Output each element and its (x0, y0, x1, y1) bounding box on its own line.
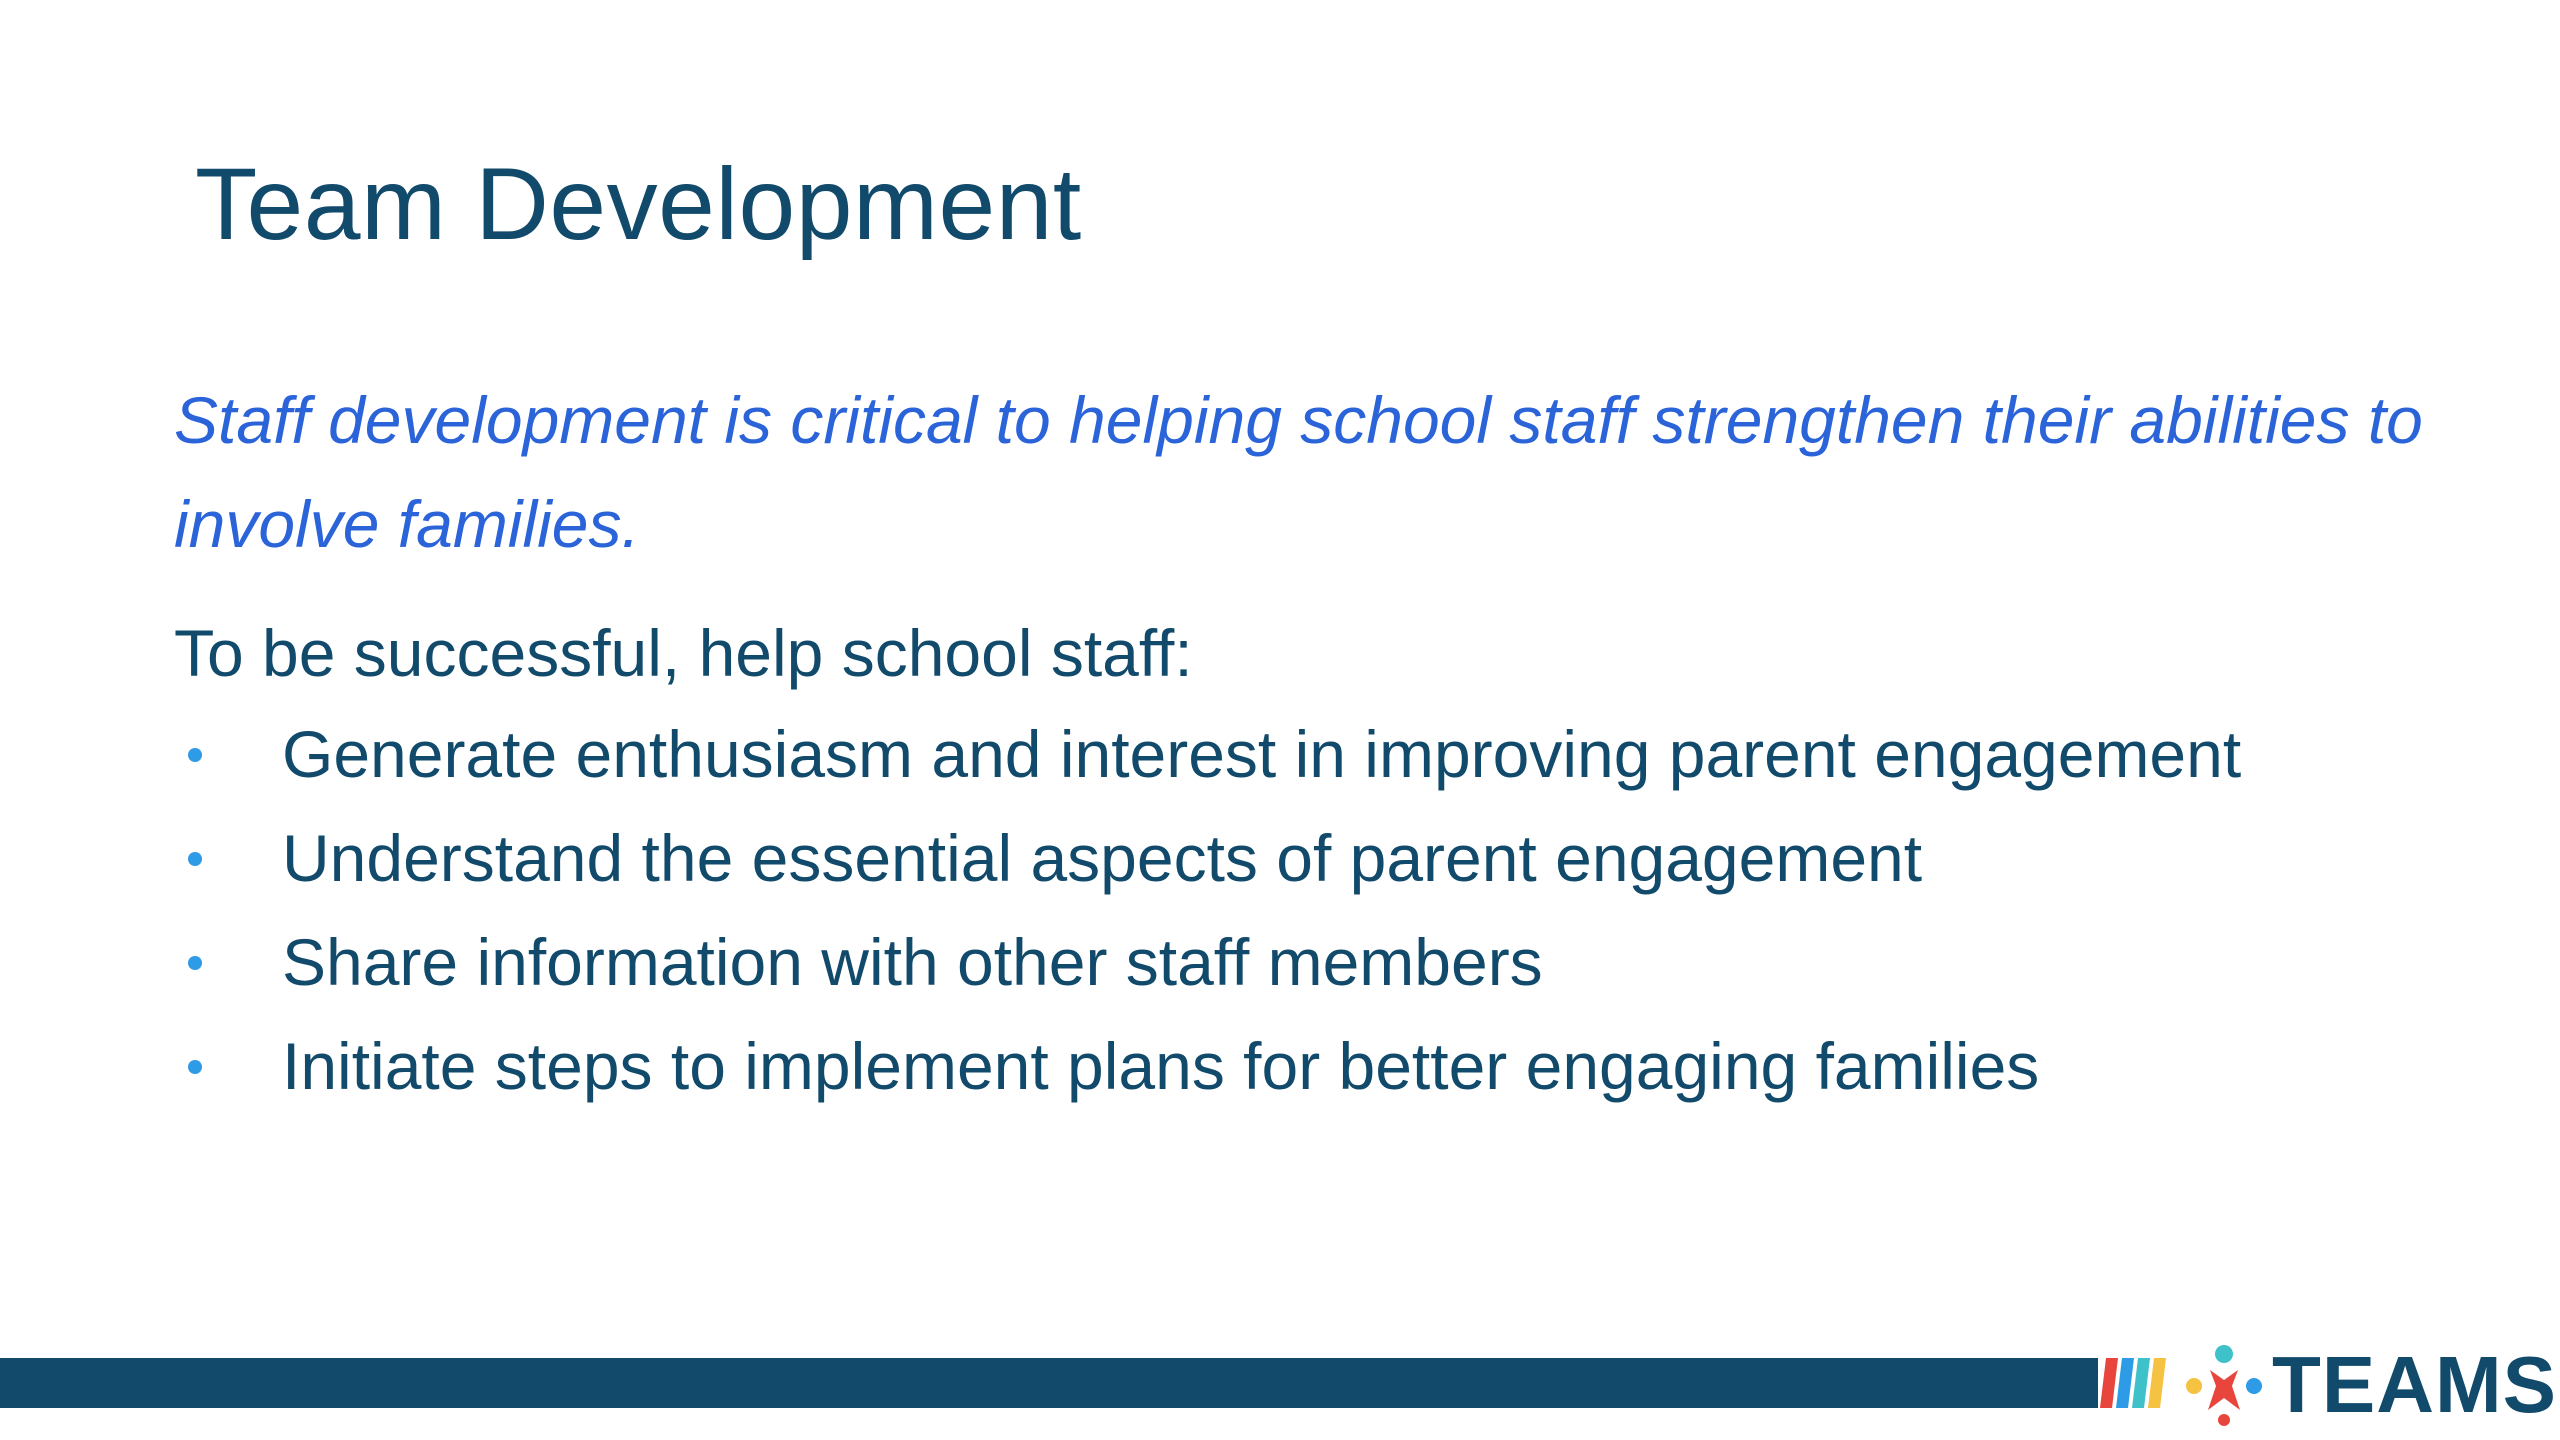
footer-bar (0, 1358, 2098, 1408)
slide-title: Team Development (195, 147, 1082, 261)
logo-text: TEAMS (2272, 1340, 2557, 1429)
color-stripes-icon (2098, 1358, 2168, 1408)
teams-people-logo-icon (2180, 1340, 2270, 1430)
bullet-dot-icon (188, 1060, 202, 1074)
bullet-text: Initiate steps to implement plans for better engaging families (282, 1029, 2040, 1103)
bullet-text: Generate enthusiasm and interest in improving parent engagement (282, 717, 2242, 791)
bullet-text: Share information with other staff members (282, 925, 1543, 999)
bullet-dot-icon (188, 748, 202, 762)
bullet-text: Understand the essential aspects of parent engagement (282, 821, 1923, 895)
teams-logo (2180, 1340, 2557, 1430)
intro-paragraph: Staff development is critical to helping school staff strengthen their abilities to involve families. (174, 383, 2423, 561)
lead-text: To be successful, help school staff: (174, 616, 1193, 690)
bullet-dot-icon (188, 852, 202, 866)
bullet-dot-icon (188, 956, 202, 970)
